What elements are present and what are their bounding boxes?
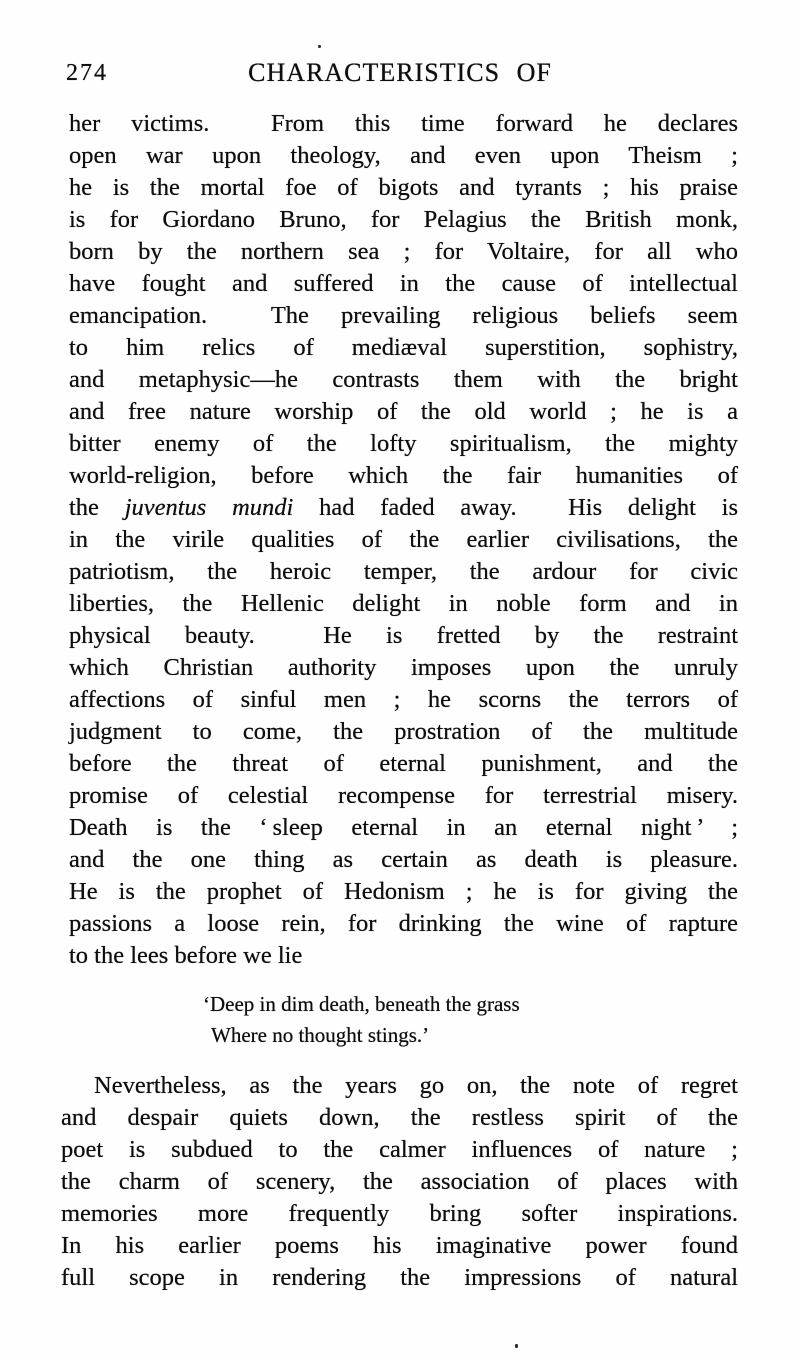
text-line: full scope in rendering the impressions of natural (61, 1264, 738, 1291)
text-line: open war upon theology, and even upon Theism ; (69, 142, 738, 169)
text-line: affections of sinful men ; he scorns the terrors of (69, 686, 738, 713)
text-line: physical beauty. He is fretted by the restraint (69, 622, 738, 649)
body-paragraph-1 (69, 108, 738, 972)
verse-line: Where no thought stings.’ (211, 1023, 430, 1047)
text-line: promise of celestial recompense for terrestrial misery. (69, 782, 738, 809)
text-line: Nevertheless, as the years go on, the note of regret (94, 1072, 738, 1099)
text-line: to him relics of mediæval superstition, sophistry, (69, 334, 738, 361)
text-line: and despair quiets down, the restless spirit of the (61, 1104, 738, 1131)
text-line: Death is the ‘ sleep eternal in an eternal night ’ ; (69, 814, 738, 841)
text-line: before the threat of eternal punishment, and the (69, 750, 738, 777)
text-line: memories more frequently bring softer inspirations. (61, 1200, 738, 1227)
text-line: emancipation. The prevailing religious beliefs seem (69, 302, 738, 329)
text-line: he is the mortal foe of bigots and tyrants ; his praise (69, 174, 738, 201)
text-line: liberties, the Hellenic delight in noble form and in (69, 590, 738, 617)
verse-line: ‘Deep in dim death, beneath the grass (203, 992, 520, 1016)
running-head: CHARACTERISTICS OF (248, 58, 552, 87)
text-line: bitter enemy of the lofty spiritualism, the mighty (69, 430, 738, 457)
text-line: is for Giordano Bruno, for Pelagius the British monk, (69, 206, 738, 233)
text-line: born by the northern sea ; for Voltaire, for all who (69, 238, 738, 265)
text-line: judgment to come, the prostration of the multitude (69, 718, 738, 745)
text-line: and metaphysic—he contrasts them with the bright (69, 366, 738, 393)
ink-speck (318, 45, 321, 48)
text-line: her victims. From this time forward he declares (69, 110, 738, 137)
text-line: In his earlier poems his imaginative power found (61, 1232, 738, 1259)
page-number: 274 (66, 60, 108, 86)
text-segment: had faded away. His delight is (293, 494, 738, 521)
text-line: and free nature worship of the old world ; he is a (69, 398, 738, 425)
text-line: poet is subdued to the calmer influences of nature ; (61, 1136, 738, 1163)
text-segment: the (69, 494, 125, 521)
text-line: patriotism, the heroic temper, the ardour for civic (69, 558, 738, 585)
body-paragraph-2 (61, 1070, 738, 1294)
text-line-with-italic (69, 492, 738, 524)
verse-quote (203, 989, 520, 1051)
text-line: passions a loose rein, for drinking the wine of rapture (69, 910, 738, 937)
text-line: the charm of scenery, the association of places with (61, 1168, 738, 1195)
text-line: to the lees before we lie (69, 942, 303, 969)
text-line: and the one thing as certain as death is pleasure. (69, 846, 738, 873)
ink-speck (515, 1344, 518, 1348)
text-line: have fought and suffered in the cause of intellectual (69, 270, 738, 297)
text-line: world-religion, before which the fair humanities of (69, 462, 738, 489)
text-line: in the virile qualities of the earlier civilisations, the (69, 526, 738, 553)
italic-phrase: juventus mundi (124, 494, 294, 521)
text-line: which Christian authority imposes upon the unruly (69, 654, 738, 681)
text-line: He is the prophet of Hedonism ; he is for giving the (69, 878, 738, 905)
